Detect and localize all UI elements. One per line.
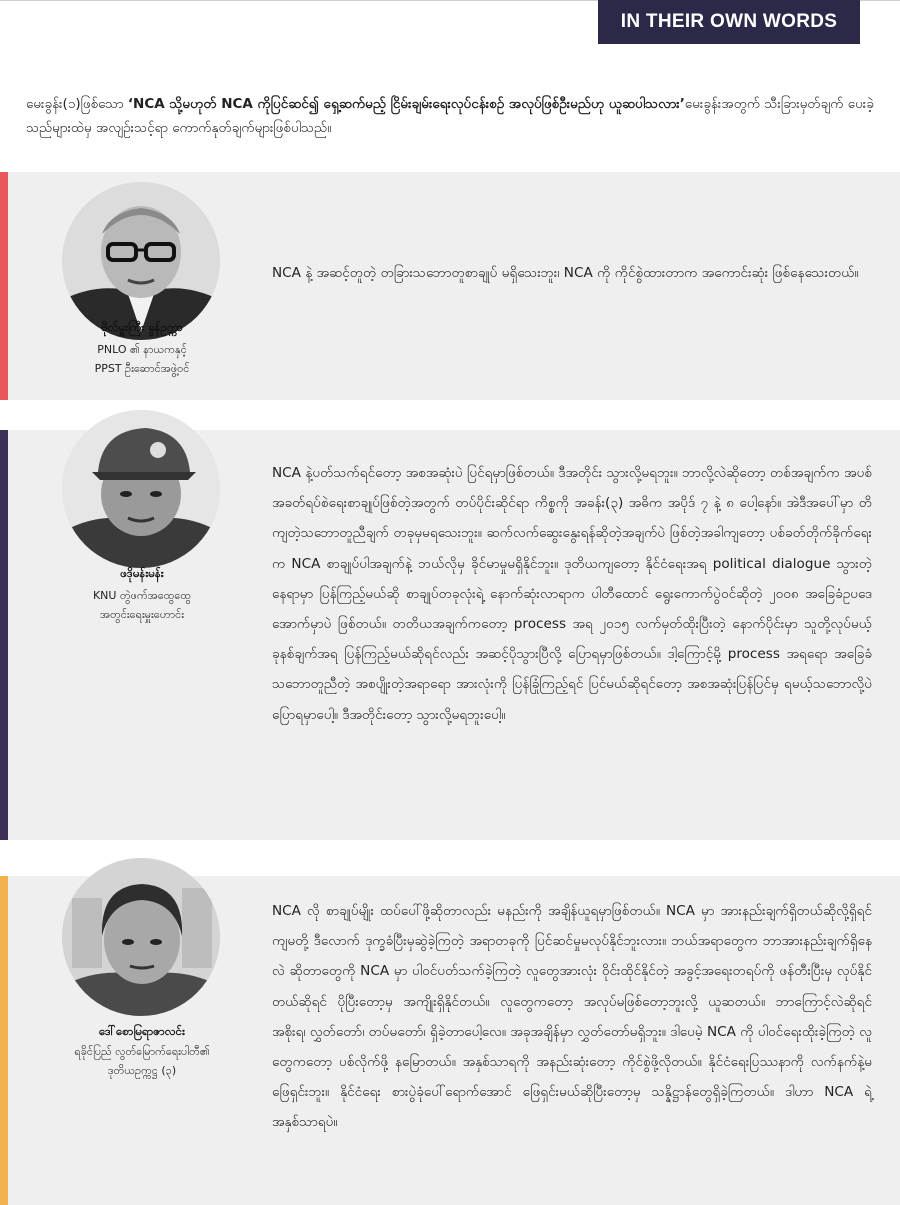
speaker-role-1: [32, 340, 252, 378]
speaker-role-3: [32, 1042, 252, 1080]
speaker-quote-1: NCA နဲ့ အဆင့်တူတဲ့ တခြားသဘောတူစာချုပ် မရှိသေးဘူး၊ NCA ကို ကိုင်စွဲထားတာက အကောင်းဆုံး ဖြစ်နေသေးတယ်။: [272, 265, 859, 281]
speaker-card-1: [0, 172, 900, 400]
speaker-quote-2: NCA နဲ့ပတ်သက်ရင်တော့ အစအဆုံးပဲ ပြင်ရမှာဖြစ်တယ်။ ဒီအတိုင်း သွားလို့မရဘူး။ ဘာလို့လဲဆိုတော့ တစ်အချက်က အပစ်အခတ်ရပ်စဲရေးစာချုပ်ဖြစ်တဲ့အတွက် တပ်ပိုင်းဆိုင်ရာ ကိစ္စကို အခန်း(၃) အဓိက အပိုဒ် ၇ နဲ့ ၈ ပေါ့နော်။ အဲဒီအပေါ်မှာ တိကျတဲ့သဘောတူညီချက် တခုမှမရသေးဘူး။ ဆက်လက်ဆွေးနွေးရန်ဆိုတဲ့အချက်ပဲ ဖြစ်တဲ့အခါကျတော့ ပစ်ခတ်တိုက်ခိုက်ရေးက NCA စာချုပ်ပါအချက်နဲ့ ဘယ်လိုမှ ခိုင်မာမှုမရှိနိုင်ဘူး။ ဒုတိယကျတော့ နိုင်ငံရေးအရ political dialogue သွားတဲ့နေရာမှာ ပြန်ကြည့်မယ်ဆို စာချုပ်တခုလုံးရဲ့ နောက်ဆုံးလာရာက ပါတီထောင် ရွေးကောက်ပွဲဝင်ဆိုတဲ့ ၂၀၀၈ အခြေခံဥပဒေအောက်မှာပဲ ဖြစ်တယ်။ တတိယအချက်ကတော့ process အရ ၂၀၁၅ လက်မှတ်ထိုးပြီးတဲ့ နောက်ပိုင်းမှာ သူတို့လုပ်မယ့် ခုနစ်ချက်အရ ပြန်ကြည့်မယ်ဆိုရင်လည်း အဆင့်ပိုသွားပြီလို့ ပြောရမှာဖြစ်တယ်။ ဒါ့ကြောင့်မို့ process အရရော အခြေခံသဘောတူညီတဲ့ အစပျိုးတဲ့အရာရော အားလုံးကို ပြန်ခြုံကြည့်ရင် ပြင်မယ်ဆိုရင်တော့ အစအဆုံးပြန်ပြင်မှ ရမယ့်သဘောလို့ပဲ ပြောရမှာပေါ့။ ဒီအတိုင်းတော့ သွားလို့မရဘူးပေါ့။: [272, 465, 872, 723]
speaker-quote-3: NCA လို စာချုပ်မျိုး ထပ်ပေါ်ဖို့ဆိုတာလည်း မနည်းကို အချိန်ယူရမှာဖြစ်တယ်။ NCA မှာ အားနည်းချက်ရှိတယ်ဆိုလို့ရှိရင် ကျမတို့ ဒီလောက် ဒုက္ခခံပြီးမှဆွဲခဲ့ကြတဲ့ အရာတခုကို ပြင်ဆင်မှုမလုပ်နိုင်ဘူးလား။ ဘယ်အရာတွေက ဘာအားနည်းချက်ရှိနေလဲ ဆိုတာတွေကို NCA မှာ ပါဝင်ပတ်သက်ခဲ့ကြတဲ့ လူတွေအားလုံး ဝိုင်းထိုင်နိုင်တဲ့ အခွင့်အရေးတရပ်ကို ဖန်တီးပြီးမှ လုပ်နိုင်တယ်ဆိုရင် ပိုပြီးတော့မှ အကျိုးရှိနိုင်တယ်။ လူတွေကတော့ အလုပ်မဖြစ်တော့ဘူးလို့ ယူဆတယ်။ ဘာကြောင့်လဲဆိုရင် အစိုးရ၊ လွှတ်တော်၊ တပ်မတော်၊ ရှိခဲ့တာပေါ့လေ။ အခုအချိန်မှာ လွှတ်တော်မရှိဘူး။ ဒါပေမဲ့ NCA ကို ပါဝင်ရေးထိုးခဲ့ကြတဲ့ လူတွေကတော့ ပစ်လိုက်ဖို့ နမြောတယ်။ အနှစ်သာရကို အနည်းဆုံးတော့ ကိုင်စွဲဖို့လိုတယ်။ နိုင်ငံရေးပြဿနာကို လက်နက်နဲ့မဖြေရှင်းဘူး။ နိုင်ငံရေး စားပွဲခုံပေါ်ရောက်အောင် ဖြေရှင်းမယ်ဆိုပြီးတော့မှ သန္နိဋ္ဌာန်တွေရှိခဲ့ကြတယ်။ ဒါဟာ NCA ရဲ့ အနှစ်သာရပဲ။: [272, 903, 872, 1131]
speaker-name-1: ဗိုလ်မှူးကြီး ခွန်ဥက္ကာ: [101, 320, 183, 334]
speaker-photo-1: [62, 182, 220, 340]
accent-bar: [0, 172, 8, 400]
intro-prefix: မေးခွန်း(၁)ဖြစ်သော: [26, 96, 128, 112]
speaker-role-line: ရခိုင်ပြည် လွတ်မြောက်ရေးပါတီ၏: [74, 1045, 210, 1058]
speaker-role-2: [32, 586, 252, 624]
speaker-photo-3: [62, 858, 220, 1016]
speaker-card-2: [0, 430, 900, 840]
section-banner: IN THEIR OWN WORDS: [598, 0, 860, 44]
speaker-role-line: KNU တွဲဖက်အထွေထွေ: [92, 589, 192, 602]
speaker-name-3: ဒေါ်စောမြရာဇာလင်း: [99, 1024, 185, 1038]
intro-paragraph: [26, 92, 876, 140]
speaker-photo-2: [62, 410, 220, 568]
speaker-role-line: ဒုတိယဥက္ကဋ္ဌ (၃): [107, 1064, 177, 1077]
speaker-role-line: အတွင်းရေးမှူးဟောင်း: [99, 608, 184, 621]
speaker-role-line: PPST ဦးဆောင်အဖွဲ့ဝင်: [94, 362, 190, 375]
intro-question: ‘NCA သို့မဟုတ် NCA ကိုပြင်ဆင်၍ ရှေ့ဆက်မည့် ငြိမ်းချမ်းရေးလုပ်ငန်းစဉ် အလုပ်ဖြစ်ဦးမည်ဟု ယူဆပါသလား’: [127, 96, 685, 112]
intro-suffix: မေးခွန်းအတွက် သီးခြားမှတ်ချက် ပေးခဲ့သည်များထဲမှ အလျဉ်းသင့်ရာ ကောက်နုတ်ချက်များဖြစ်ပါသည်။: [26, 96, 874, 136]
accent-bar: [0, 876, 8, 1205]
accent-bar: [0, 430, 8, 840]
speaker-name-2: ဖဒိုမန်းမန်း: [120, 566, 164, 580]
speaker-card-3: [0, 876, 900, 1205]
speaker-role-line: PNLO ၏ နာယကနှင့်: [97, 343, 187, 356]
